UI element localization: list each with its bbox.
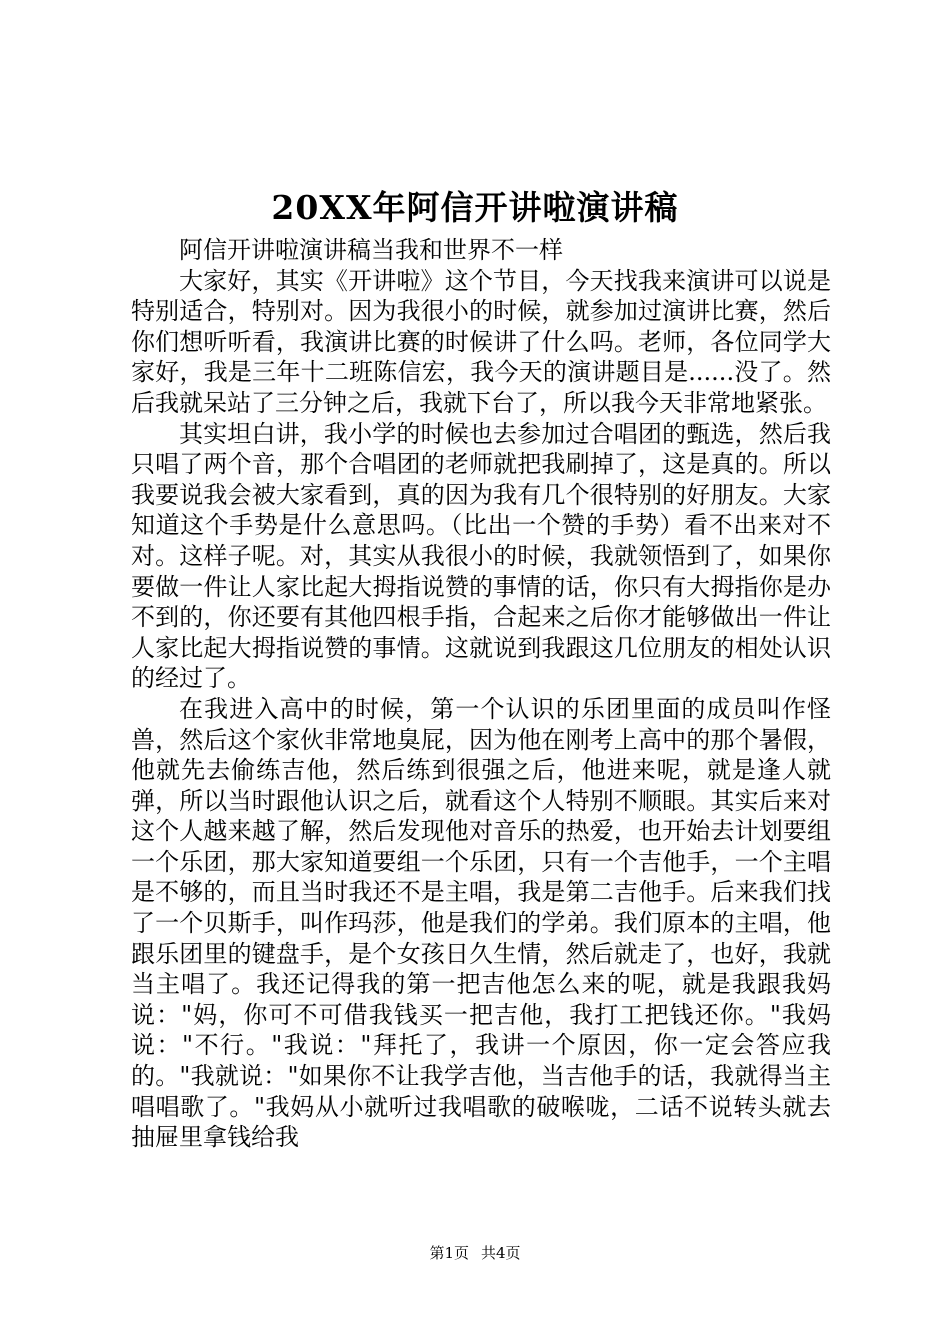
page-total: 共4页: [481, 1244, 521, 1262]
paragraph: 在我进入高中的时候，第一个认识的乐团里面的成员叫作怪兽，然后这个家伙非常地臭屁，因为他在刚考上高中的那个暑假，他就先去偷练吉他，然后练到很强之后，他进来呢，就是逢人就弹，所以当时跟他认识之后，就看这个人特别不顺眼。其实后来对这个人越来越了解，然后发现他对音乐的热爱，也开始去计划要组一个乐团，那大家知道要组一个乐团，只有一个吉他手，一个主唱是不够的，而且当时我还不是主唱，我是第二吉他手。后来我们找了一个贝斯手，叫作玛莎，他是我们的学弟。我们原本的主唱，他跟乐团里的键盘手，是个女孩日久生情，然后就走了，也好，我就当主唱了。我还记得我的第一把吉他怎么来的呢，就是我跟我妈说："妈，你可不可借我钱买一把吉他，我打工把钱还你。"我妈说："不行。"我说："拜托了，我讲一个原因，你一定会答应我的。"我就说："如果你不让我学吉他，当吉他手的话，我就得当主唱唱歌了。"我妈从小就听过我唱歌的破喉咙，二话不说转头就去抽屉里拿钱给我: [131, 694, 831, 1152]
paragraph: 其实坦白讲，我小学的时候也去参加过合唱团的甄选，然后我只唱了两个音，那个合唱团的老师就把我刷掉了，这是真的。所以我要说我会被大家看到，真的因为我有几个很特别的好朋友。大家知道这个手势是什么意思吗。（比出一个赞的手势）看不出来对不对。这样子呢。对，其实从我很小的时候，我就领悟到了，如果你要做一件让人家比起大拇指说赞的事情的话，你只有大拇指你是办不到的，你还要有其他四根手指，合起来之后你才能够做出一件让人家比起大拇指说赞的事情。这就说到我跟这几位朋友的相处认识的经过了。: [131, 419, 831, 693]
document-body: [131, 235, 831, 1153]
paragraph: 大家好，其实《开讲啦》这个节目，今天找我来演讲可以说是特别适合，特别对。因为我很小的时候，就参加过演讲比赛，然后你们想听听看，我演讲比赛的时候讲了什么吗。老师，各位同学大家好，我是三年十二班陈信宏，我今天的演讲题目是......没了。然后我就呆站了三分钟之后，我就下台了，所以我今天非常地紧张。: [131, 266, 831, 417]
page-footer: [0, 1242, 950, 1264]
page-number: 第1页: [429, 1244, 469, 1262]
paragraph-subtitle: 阿信开讲啦演讲稿当我和世界不一样: [179, 236, 563, 264]
document-title: 20XX年阿信开讲啦演讲稿: [271, 188, 679, 227]
